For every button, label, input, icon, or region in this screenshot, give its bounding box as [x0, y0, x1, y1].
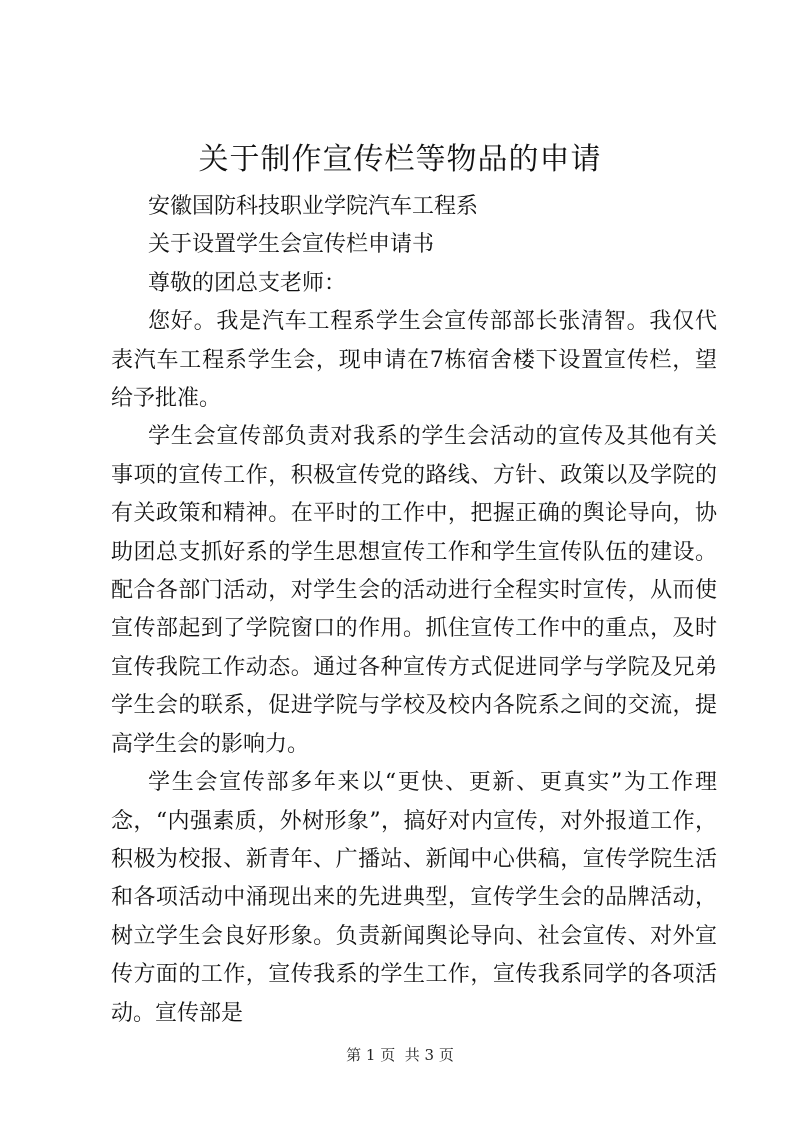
paragraph-philosophy: 学生会宣传部多年来以“更快、更新、更真实”为工作理念，“内强素质，外树形象”，搞好对内宣传，对外报道工作，积极为校报、新青年、广播站、新闻中心供稿，宣传学院生活和各项活动中涌现出来的先进典型，宣传学生会的品牌活动，树立学生会良好形象。负责新闻舆论导向、社会宣传、对外宣传方面的工作，宣传我系的学生工作，宣传我系同学的各项活动。宣传部是	[111, 770, 717, 1026]
paragraph-department: 安徽国防科技职业学院汽车工程系	[148, 194, 479, 219]
page-footer	[0, 1045, 800, 1065]
paragraph-subject: 关于设置学生会宣传栏申请书	[148, 232, 435, 258]
document-title: 关于制作宣传栏等物品的申请	[198, 142, 602, 177]
paragraph-salutation: 尊敬的团总支老师：	[148, 270, 347, 296]
paragraph-responsibilities: 学生会宣传部负责对我系的学生会活动的宣传及其他有关事项的宣传工作，积极宣传党的路线、方针、政策以及学院的有关政策和精神。在平时的工作中，把握正确的舆论导向，协助团总支抓好系的学生思想宣传工作和学生宣传队伍的建设。配合各部门活动，对学生会的活动进行全程实时宣传，从而使宣传部起到了学院窗口的作用。抓住宣传工作中的重点，及时宣传我院工作动态。通过各种宣传方式促进同学与学院及兄弟学生会的联系，促进学院与学校及校内各院系之间的交流，提高学生会的影响力。	[111, 424, 717, 757]
document-body	[111, 188, 717, 1033]
paragraph-greeting: 您好。我是汽车工程系学生会宣传部部长张清智。我仅代表汽车工程系学生会，现申请在7栋宿舍楼下设置宣传栏，望给予批准。	[111, 309, 717, 412]
page-number: 第 1 页 共 3 页	[346, 1046, 454, 1064]
